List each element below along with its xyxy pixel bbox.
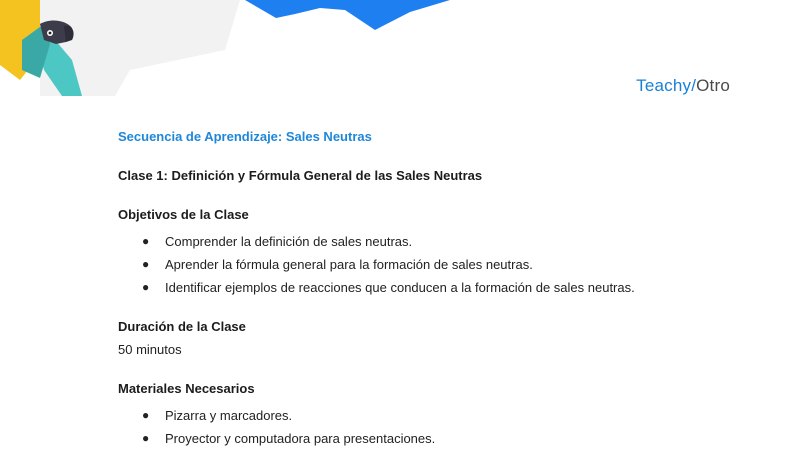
materials-list <box>118 404 758 450</box>
list-item <box>118 276 758 299</box>
objectives-list <box>118 230 758 299</box>
brand-otro: Otro <box>696 76 730 95</box>
list-item <box>118 230 758 253</box>
blue-shape <box>245 0 450 30</box>
bullet-icon: ● <box>142 257 150 271</box>
list-item-text: Aprender la fórmula general para la formación de sales neutras. <box>165 257 533 272</box>
bullet-icon: ● <box>142 431 150 445</box>
list-item-text: Proyector y computadora para presentaciones. <box>165 431 436 446</box>
list-item <box>118 404 758 427</box>
duration-heading: Duración de la Clase <box>118 319 246 334</box>
document-body <box>118 129 758 470</box>
document-title: Secuencia de Aprendizaje: Sales Neutras <box>118 129 372 144</box>
list-item-text: Identificar ejemplos de reacciones que conducen a la formación de sales neutras. <box>165 280 635 295</box>
brand-wordmark[interactable] <box>636 76 730 96</box>
brand-teachy: Teachy/ <box>636 76 697 95</box>
bullet-icon: ● <box>142 234 150 248</box>
materials-heading: Materiales Necesarios <box>118 381 255 396</box>
bullet-icon: ● <box>142 280 150 294</box>
list-item <box>118 253 758 276</box>
list-item-text: Pizarra y marcadores. <box>165 408 293 423</box>
objectives-heading: Objetivos de la Clase <box>118 207 249 222</box>
list-item-text: Comprender la definición de sales neutras. <box>165 234 413 249</box>
list-item <box>118 427 758 450</box>
duration-value: 50 minutos <box>118 342 182 357</box>
bullet-icon: ● <box>142 408 150 422</box>
class-heading: Clase 1: Definición y Fórmula General de las Sales Neutras <box>118 168 483 183</box>
